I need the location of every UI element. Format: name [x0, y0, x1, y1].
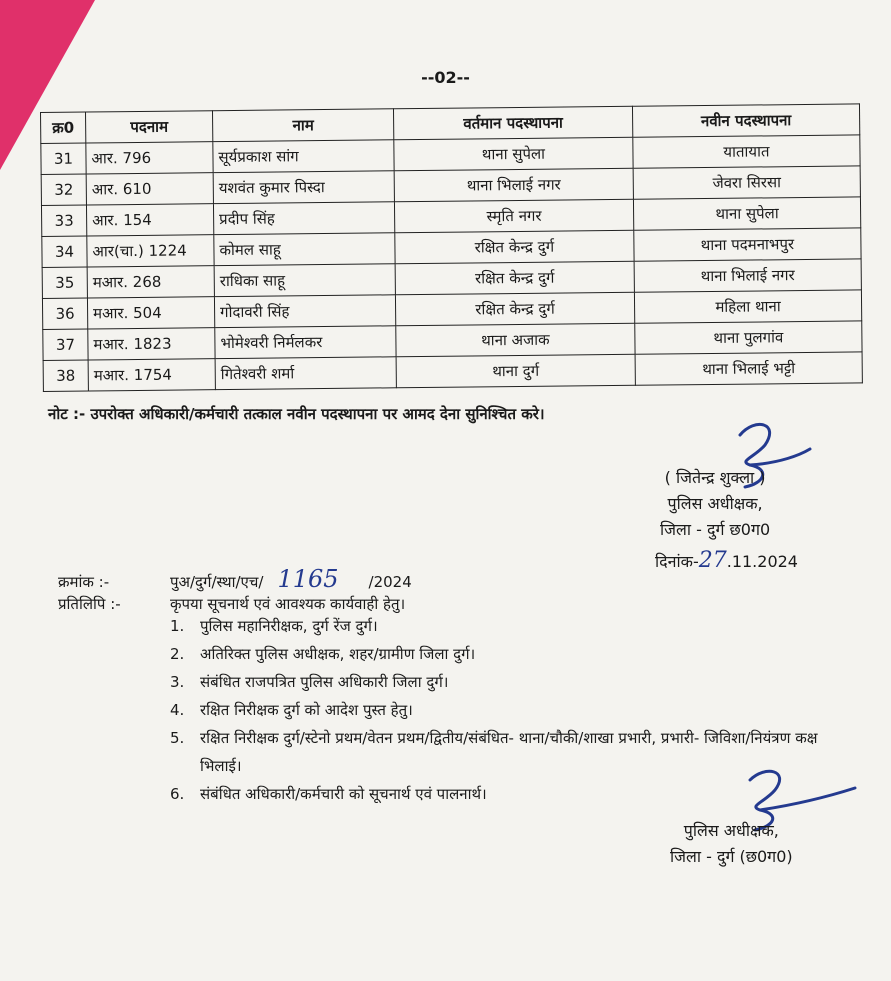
- list-item: [170, 696, 860, 724]
- item-number: 2.: [170, 645, 185, 663]
- cell-serial: 33: [41, 205, 86, 236]
- transfer-table: [40, 103, 863, 392]
- cell-new-posting: जेवरा सिरसा: [633, 166, 860, 199]
- item-number: 4.: [170, 701, 185, 719]
- cell-current-posting: थाना दुर्ग: [396, 354, 635, 388]
- cell-serial: 34: [42, 236, 87, 267]
- list-item: [170, 668, 860, 696]
- item-text: रक्षित निरीक्षक दुर्ग/स्टेनो प्रथम/वेतन प्रथम/द्वितीय/संबंधित- थाना/चौकी/शाखा प्रभारी, प्रभारी- जिविशा/नियंत्रण कक्ष भिलाई।: [200, 729, 818, 775]
- cell-current-posting: रक्षित केन्द्र दुर्ग: [395, 230, 634, 264]
- signatory-designation: पुलिस अधीक्षक,: [667, 494, 763, 513]
- cell-current-posting: थाना सुपेला: [394, 137, 633, 171]
- header-serial: क्र0: [41, 112, 86, 143]
- cell-post: आर. 610: [86, 173, 213, 205]
- item-number: 1.: [170, 617, 185, 635]
- cell-current-posting: थाना भिलाई नगर: [394, 168, 633, 202]
- cell-current-posting: थाना अजाक: [396, 323, 635, 357]
- cell-name: यशवंत कुमार पिस्दा: [213, 171, 394, 204]
- reference-year: /2024: [368, 573, 412, 591]
- reference-label: क्रमांक :-: [58, 573, 110, 591]
- cell-name: सूर्यप्रकाश सांग: [213, 140, 394, 173]
- cell-serial: 32: [41, 174, 86, 205]
- item-text: अतिरिक्त पुलिस अधीक्षक, शहर/ग्रामीण जिला दुर्ग।: [200, 645, 476, 663]
- cell-post: मआर. 1823: [88, 328, 215, 360]
- cell-post: आर. 796: [86, 142, 213, 174]
- copy-to-label: प्रतिलिपि :-: [58, 595, 121, 613]
- cell-serial: 31: [41, 143, 86, 174]
- cell-name: कोमल साहू: [214, 233, 395, 266]
- cell-new-posting: थाना पुलगांव: [635, 321, 862, 354]
- note-text: नोट :- उपरोक्त अधिकारी/कर्मचारी तत्काल नवीन पदस्थापना पर आमद देना सुनिश्चित करे।: [48, 405, 545, 423]
- item-text: संबंधित राजपत्रित पुलिस अधिकारी जिला दुर्ग।: [200, 673, 449, 691]
- cell-current-posting: स्मृति नगर: [394, 199, 633, 233]
- cell-serial: 36: [42, 298, 87, 329]
- copy-to-text: कृपया सूचनार्थ एवं आवश्यक कार्यवाही हेतु।: [170, 595, 406, 613]
- signatory2-district: जिला - दुर्ग (छ0ग0): [670, 847, 793, 866]
- header-post: पदनाम: [86, 111, 213, 143]
- cell-current-posting: रक्षित केन्द्र दुर्ग: [395, 292, 634, 326]
- cell-current-posting: रक्षित केन्द्र दुर्ग: [395, 261, 634, 295]
- cell-post: मआर. 1754: [88, 359, 215, 391]
- cell-serial: 38: [43, 360, 88, 391]
- list-item: [170, 612, 860, 640]
- signatory-district: जिला - दुर्ग छ0ग0: [660, 520, 771, 539]
- reference-prefix: पुअ/दुर्ग/स्था/एच/: [170, 573, 264, 591]
- signatory-block: [660, 465, 770, 543]
- item-number: 6.: [170, 785, 185, 803]
- cell-post: मआर. 268: [87, 266, 214, 298]
- cell-serial: 35: [42, 267, 87, 298]
- item-number: 5.: [170, 729, 185, 747]
- date-day-handwritten: 27: [698, 548, 727, 573]
- item-number: 3.: [170, 673, 185, 691]
- cell-new-posting: थाना भिलाई नगर: [634, 259, 861, 292]
- reference-number-handwritten: 1165: [277, 565, 339, 593]
- date-rest: .11.2024: [726, 552, 798, 571]
- page-number: --02--: [421, 68, 470, 87]
- cell-post: मआर. 504: [87, 297, 214, 329]
- cell-name: भोमेश्वरी निर्मलकर: [215, 326, 396, 359]
- order-date: [655, 548, 798, 573]
- cell-new-posting: महिला थाना: [634, 290, 861, 323]
- cell-post: आर(चा.) 1224: [87, 235, 214, 267]
- item-text: संबंधित अधिकारी/कर्मचारी को सूचनार्थ एवं पालनार्थ।: [200, 785, 487, 803]
- cell-new-posting: थाना भिलाई भट्टी: [635, 352, 862, 385]
- copy-to-line: [58, 594, 405, 614]
- header-name: नाम: [212, 109, 393, 142]
- cell-name: गितेश्वरी शर्मा: [215, 357, 396, 390]
- cell-post: आर. 154: [86, 204, 213, 236]
- item-text: पुलिस महानिरीक्षक, दुर्ग रेंज दुर्ग।: [200, 617, 378, 635]
- header-new-posting: नवीन पदस्थापना: [632, 104, 859, 137]
- signatory-block-2: [670, 818, 793, 870]
- list-item: [170, 640, 860, 668]
- signatory2-designation: पुलिस अधीक्षक,: [683, 821, 779, 840]
- cell-name: गोदावरी सिंह: [214, 295, 395, 328]
- reference-number-line: [58, 565, 412, 593]
- cell-name: राधिका साहू: [214, 264, 395, 297]
- cell-new-posting: थाना पदमनाभपुर: [634, 228, 861, 261]
- date-prefix: दिनांक-: [655, 552, 699, 571]
- header-current-posting: वर्तमान पदस्थापना: [393, 106, 632, 140]
- cell-serial: 37: [43, 329, 88, 360]
- cell-name: प्रदीप सिंह: [213, 202, 394, 235]
- signatory-name: ( जितेन्द्र शुक्ला ): [664, 468, 766, 487]
- item-text: रक्षित निरीक्षक दुर्ग को आदेश पुस्त हेतु।: [200, 701, 413, 719]
- cell-new-posting: यातायात: [633, 135, 860, 168]
- cell-new-posting: थाना सुपेला: [633, 197, 860, 230]
